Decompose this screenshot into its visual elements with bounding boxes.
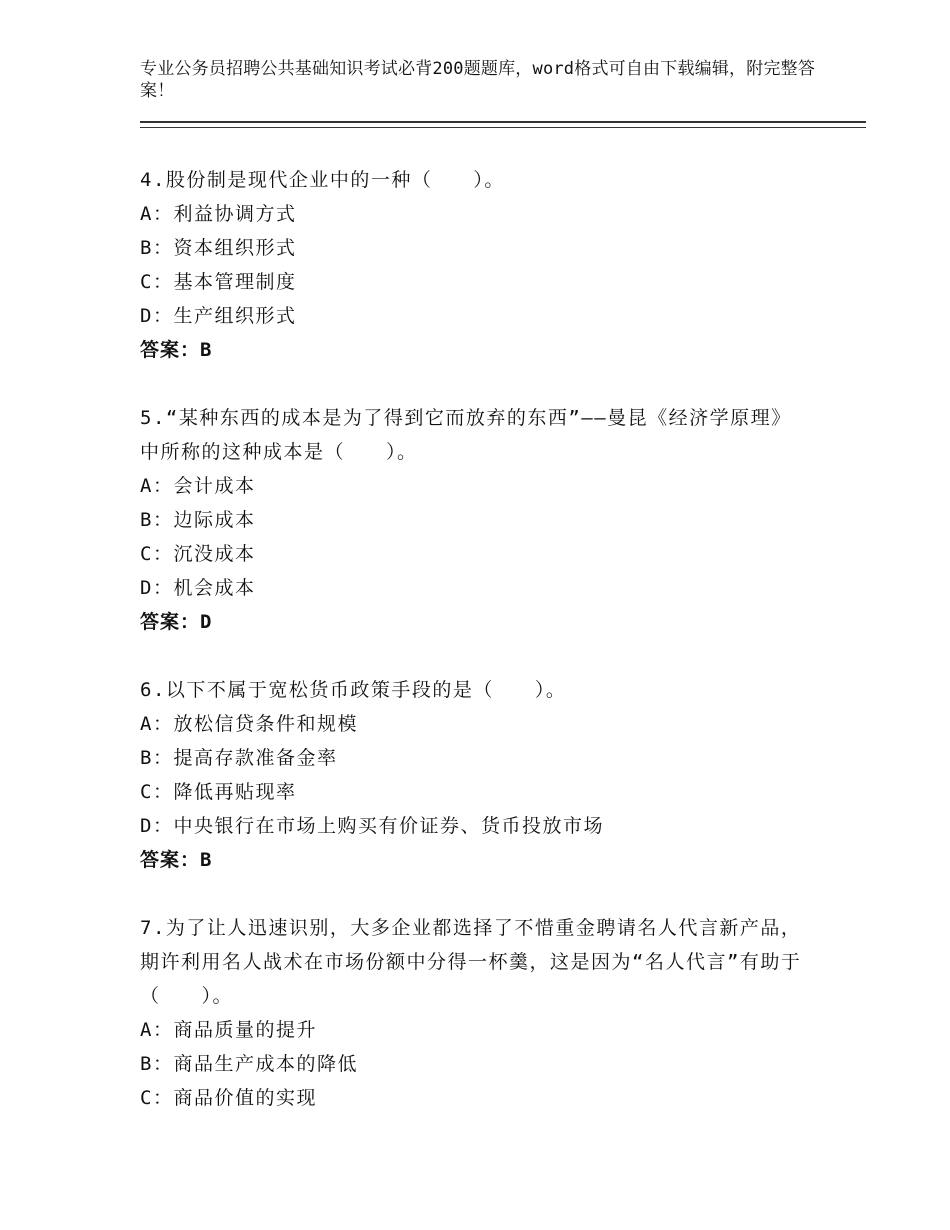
option-c: C：基本管理制度 xyxy=(140,271,297,293)
option-b: B：商品生产成本的降低 xyxy=(140,1053,358,1075)
question-stem: 6.以下不属于宽松货币政策手段的是（ ）。 xyxy=(140,679,567,701)
option-b: B：边际成本 xyxy=(140,509,256,531)
option-c: C：商品价值的实现 xyxy=(140,1087,317,1109)
question-7 xyxy=(140,911,810,1115)
question-6 xyxy=(140,673,810,877)
option-c: C：降低再贴现率 xyxy=(140,781,297,803)
answer-label: 答案：B xyxy=(140,339,213,361)
document-header: 专业公务员招聘公共基础知识考试必背200题题库，word格式可自由下载编辑，附完整答案！ xyxy=(140,59,816,101)
option-d: D：机会成本 xyxy=(140,577,256,599)
option-a: A：利益协调方式 xyxy=(140,203,297,225)
question-list xyxy=(140,163,810,1149)
option-d: D：中央银行在市场上购买有价证券、货币投放市场 xyxy=(140,815,604,837)
question-stem: 5.“某种东西的成本是为了得到它而放弃的东西”——曼昆《经济学原理》中所称的这种成本是（ ）。 xyxy=(140,407,792,463)
answer-label: 答案：D xyxy=(140,611,213,633)
header-divider xyxy=(140,121,866,128)
question-5 xyxy=(140,401,810,639)
answer-label: 答案：B xyxy=(140,849,213,871)
option-b: B：资本组织形式 xyxy=(140,237,297,259)
option-a: A：会计成本 xyxy=(140,475,256,497)
option-a: A：商品质量的提升 xyxy=(140,1019,317,1041)
option-a: A：放松信贷条件和规模 xyxy=(140,713,358,735)
option-d: D：生产组织形式 xyxy=(140,305,297,327)
option-c: C：沉没成本 xyxy=(140,543,256,565)
question-stem: 7.为了让人迅速识别，大多企业都选择了不惜重金聘请名人代言新产品，期许利用名人战术在市场份额中分得一杯羹，这是因为“名人代言”有助于（ ）。 xyxy=(140,917,802,1007)
question-stem: 4.股份制是现代企业中的一种（ ）。 xyxy=(140,169,505,191)
question-4 xyxy=(140,163,810,367)
option-b: B：提高存款准备金率 xyxy=(140,747,338,769)
